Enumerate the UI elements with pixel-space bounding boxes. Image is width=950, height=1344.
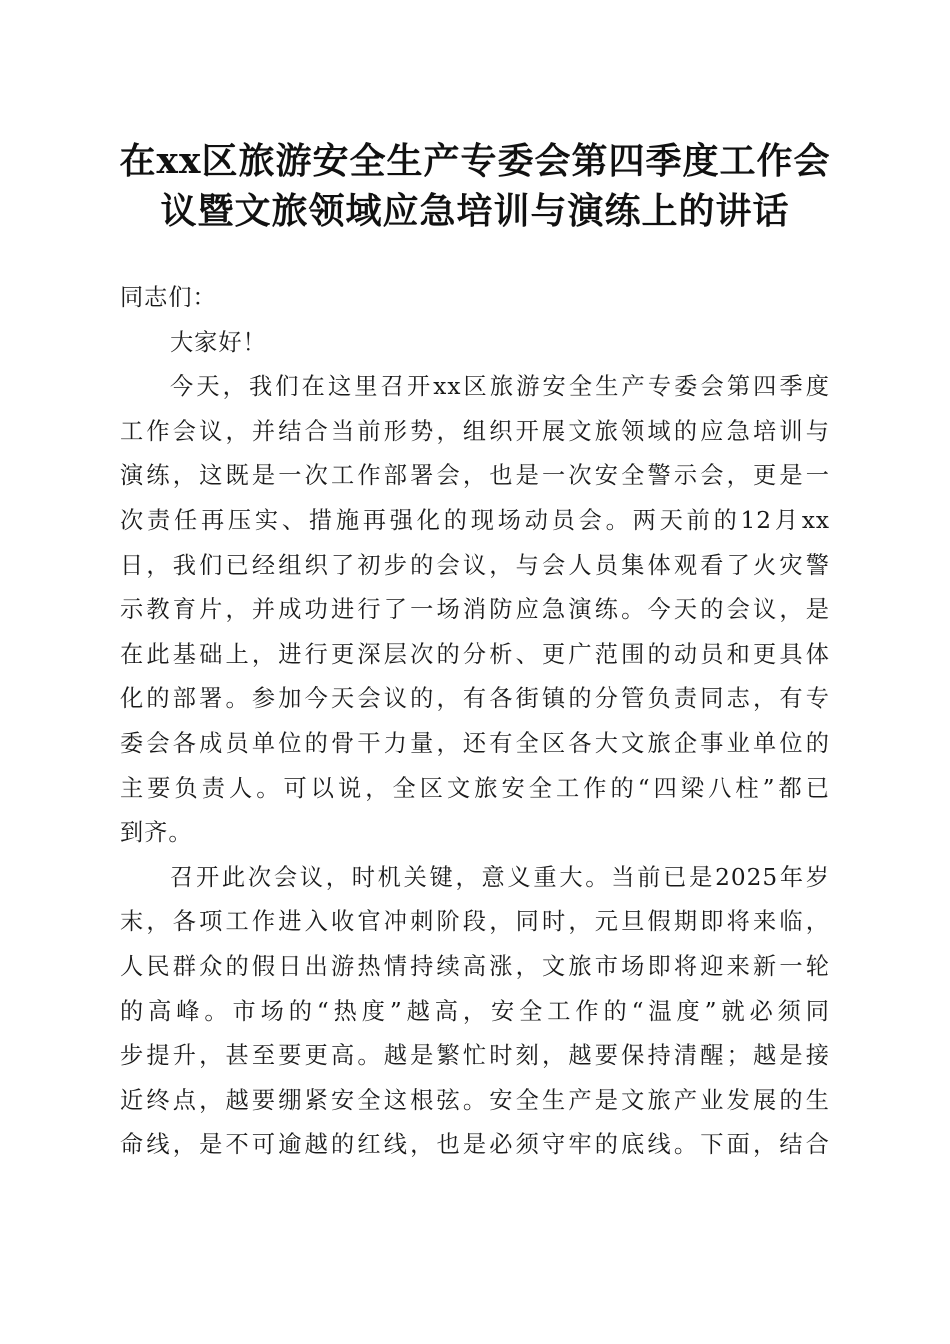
paragraph-line: 工作会议，并结合当前形势，组织开展文旅领域的应急培训与 [120,417,830,445]
paragraph-line: 示教育片，并成功进行了一场消防应急演练。今天的会议，是 [120,596,830,624]
salutation: 同志们： [120,284,217,311]
paragraph-line: 末，各项工作进入收官冲刺阶段，同时，元旦假期即将来临， [120,908,830,936]
greeting: 大家好！ [170,328,267,356]
title-line-2: 议暨文旅领域应急培训与演练上的讲话 [160,190,790,232]
paragraph-line: 的高峰。市场的“热度”越高，安全工作的“温度”就必须同 [120,997,830,1025]
paragraph-line: 人民群众的假日出游热情持续高涨，文旅市场即将迎来新一轮 [120,952,830,980]
document-title [110,136,840,236]
paragraph-line: 到齐。 [120,819,193,847]
paragraph-line: 在此基础上，进行更深层次的分析、更广范围的动员和更具体 [120,640,830,668]
title-line-1: 在xx区旅游安全生产专委会第四季度工作会 [119,140,831,182]
document-body [120,276,830,1168]
paragraph-1 [120,365,830,856]
paragraph-line: 日，我们已经组织了初步的会议，与会人员集体观看了火灾警 [120,551,830,579]
paragraph-line: 委会各成员单位的骨干力量，还有全区各大文旅企事业单位的 [120,729,830,757]
paragraph-line: 近终点，越要绷紧安全这根弦。安全生产是文旅产业发展的生 [120,1086,830,1114]
paragraph-line: 次责任再压实、措施再强化的现场动员会。两天前的12月xx [120,506,830,534]
paragraph-line: 主要负责人。可以说，全区文旅安全工作的“四梁八柱”都已 [120,774,830,802]
paragraph-line: 命线，是不可逾越的红线，也是必须守牢的底线。下面，结合 [120,1131,830,1159]
paragraph-line: 今天，我们在这里召开xx区旅游安全生产专委会第四季度 [170,373,830,401]
paragraph-line: 召开此次会议，时机关键，意义重大。当前已是2025年岁 [170,863,830,891]
paragraph-line: 演练，这既是一次工作部署会，也是一次安全警示会，更是一 [120,462,830,490]
paragraph-2 [120,856,830,1168]
paragraph-line: 化的部署。参加今天会议的，有各街镇的分管负责同志，有专 [120,685,830,713]
paragraph-line: 步提升，甚至要更高。越是繁忙时刻，越要保持清醒；越是接 [120,1042,830,1070]
